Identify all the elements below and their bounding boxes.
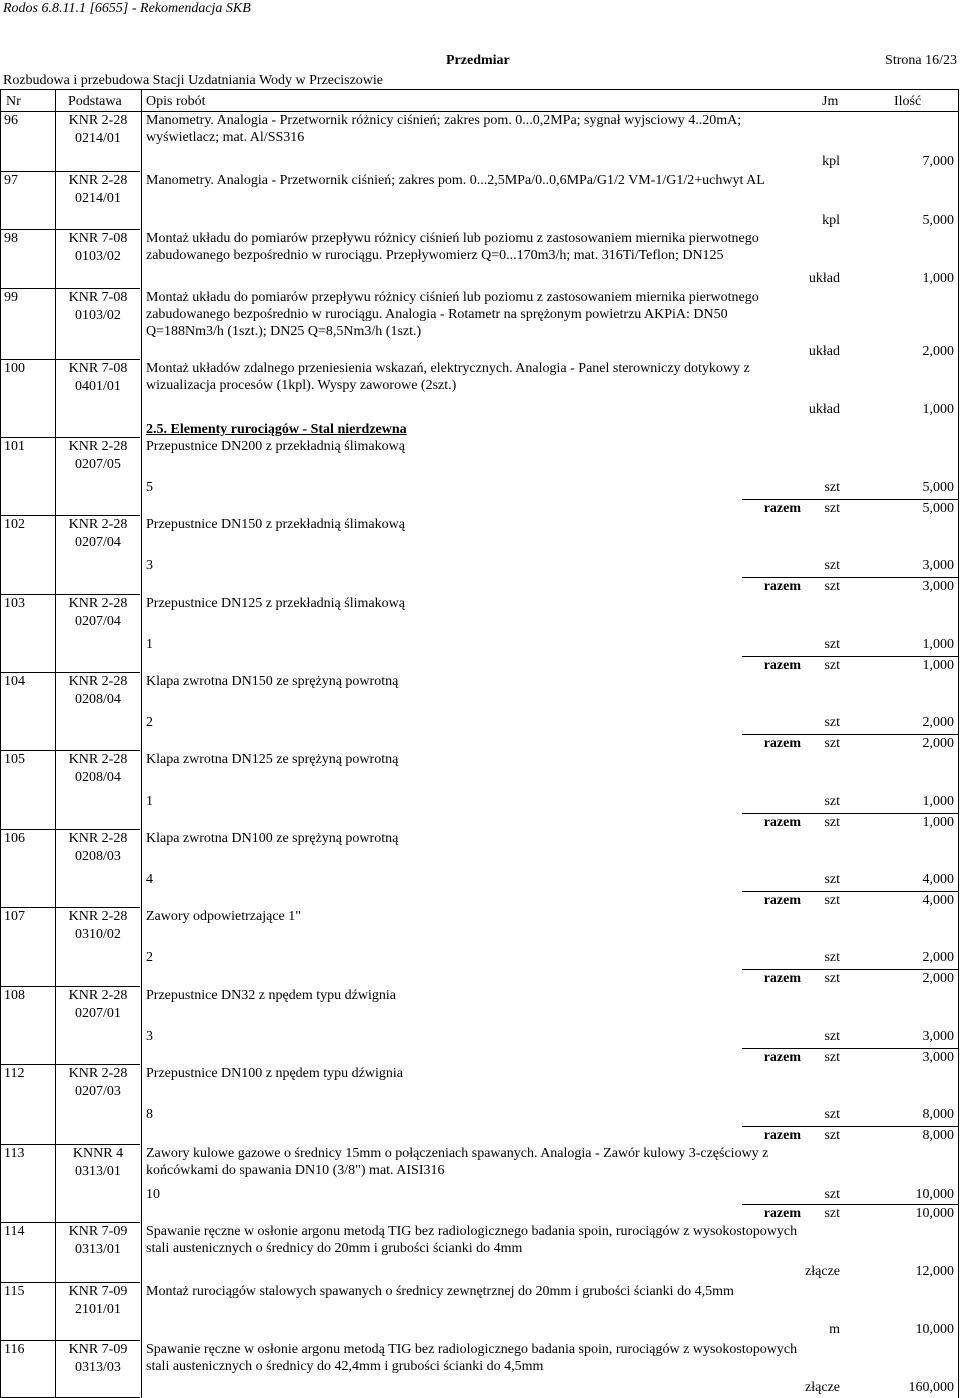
row-podstawa <box>58 230 138 266</box>
total-rule <box>742 499 958 500</box>
row-number: 115 <box>4 1284 25 1299</box>
podstawa-catalog: KNR 2-28 <box>68 752 128 767</box>
unit: złącze <box>805 1264 840 1279</box>
row-number: 101 <box>4 439 25 454</box>
podstawa-catalog: KNR 2-28 <box>68 113 128 128</box>
total-line <box>146 814 956 831</box>
podstawa-table: 0207/04 <box>75 535 121 550</box>
podstawa-catalog: KNR 7-08 <box>68 290 128 305</box>
row-podstawa <box>58 289 138 325</box>
quantity-formula: 5 <box>146 480 153 495</box>
row-number: 104 <box>4 674 25 689</box>
total-unit: szt <box>824 1128 840 1143</box>
podstawa-table: 0207/04 <box>75 614 121 629</box>
total-rule <box>742 969 958 970</box>
row-description: Montaż układu do pomiarów przepływu różnicy ciśnień lub poziomu z zastosowaniem miernika pierwotnego zabudowanego bezpośrednio w rurociągu. Przepływomierz Q=0...170m3/h; mat. 316Ti/Teflon; DN125 <box>146 231 759 263</box>
podstawa-table: 0103/02 <box>75 249 121 264</box>
quantity-line <box>146 793 956 810</box>
unit: szt <box>824 558 840 573</box>
column-header-nr: Nr <box>6 94 21 109</box>
quantity-value: 10,000 <box>915 1322 954 1337</box>
row-description: Przepustnice DN200 z przekładnią ślimakową <box>146 439 405 454</box>
podstawa-catalog: KNR 2-28 <box>68 439 128 454</box>
quantity-value: 5,000 <box>922 480 954 495</box>
total-label: razem <box>763 501 801 516</box>
unit: szt <box>824 637 840 652</box>
podstawa-table: 0401/01 <box>75 379 121 394</box>
unit: szt <box>824 715 840 730</box>
total-unit: szt <box>824 658 840 673</box>
column-header-opis: Opis robót <box>146 94 206 109</box>
row-description: Przepustnice DN125 z przekładnią ślimakową <box>146 596 405 611</box>
total-unit: szt <box>824 501 840 516</box>
row-number: 105 <box>4 752 25 767</box>
row-description: Spawanie ręczne w osłonie argonu metodą TIG bez radiologicznego badania spoin, rurociągów z wysokostopowych stali austenicznych o średnicy do 20mm i grubości ścianki do 4mm <box>146 1224 798 1256</box>
total-label: razem <box>763 815 801 830</box>
row-podstawa <box>58 1283 138 1319</box>
total-label: razem <box>763 893 801 908</box>
quantity-line <box>146 270 956 287</box>
quantity-value: 1,000 <box>922 271 954 286</box>
row-description: Montaż rurociągów stalowych spawanych o średnicy zewnętrznej do 20mm i grubości ścianki do 4,5mm <box>146 1284 734 1299</box>
total-value: 2,000 <box>922 736 954 751</box>
quantity-line <box>146 871 956 888</box>
podstawa-table: 0214/01 <box>75 191 121 206</box>
total-rule <box>742 656 958 657</box>
quantity-formula: 4 <box>146 872 153 887</box>
podstawa-catalog: KNR 2-28 <box>68 596 128 611</box>
podstawa-table: 0208/04 <box>75 692 121 707</box>
quantity-value: 2,000 <box>922 344 954 359</box>
podstawa-table: 0313/01 <box>75 1242 121 1257</box>
row-podstawa <box>58 987 138 1023</box>
total-line <box>146 657 956 674</box>
row-podstawa <box>58 172 138 208</box>
row-description: Klapa zwrotna DN150 ze sprężyną powrotną <box>146 674 399 689</box>
podstawa-catalog: KNR 7-08 <box>68 231 128 246</box>
quantity-value: 1,000 <box>922 794 954 809</box>
project-name: Rozbudowa i przebudowa Stacji Uzdatniania Wody w Przeciszowie <box>3 73 384 88</box>
quantity-line <box>146 1263 956 1280</box>
total-rule <box>742 1048 958 1049</box>
quantity-formula: 1 <box>146 794 153 809</box>
unit: szt <box>824 1107 840 1122</box>
podstawa-catalog: KNR 7-09 <box>68 1342 128 1357</box>
quantity-formula: 10 <box>146 1187 160 1202</box>
total-line <box>146 578 956 595</box>
quantity-formula: 3 <box>146 1029 153 1044</box>
total-value: 3,000 <box>922 1050 954 1065</box>
unit: układ <box>808 271 840 286</box>
row-number: 108 <box>4 988 25 1003</box>
row-description: Montaż układu do pomiarów przepływu różnicy ciśnień lub poziomu z zastosowaniem miernika pierwotnego zabudowanego bezpośrednio w rurociągu. Analogia - Rotametr na sprężonym powietrzu AKPiA: DN50 Q=188Nm3/h (1szt.); DN25 Q=8,5Nm3/h (1szt.) <box>146 290 759 339</box>
row-number: 96 <box>4 113 18 128</box>
total-value: 5,000 <box>922 501 954 516</box>
unit: szt <box>824 872 840 887</box>
quantity-value: 12,000 <box>915 1264 954 1279</box>
total-value: 8,000 <box>922 1128 954 1143</box>
row-description: Klapa zwrotna DN100 ze sprężyną powrotną <box>146 831 399 846</box>
unit: szt <box>824 950 840 965</box>
podstawa-catalog: KNR 7-09 <box>68 1284 128 1299</box>
quantity-line <box>146 636 956 653</box>
quantity-value: 7,000 <box>922 154 954 169</box>
total-label: razem <box>763 1128 801 1143</box>
section-title: 2.5. Elementy rurociągów - Stal nierdzewna <box>146 422 407 437</box>
total-line <box>146 892 956 909</box>
quantity-formula: 2 <box>146 715 153 730</box>
total-label: razem <box>763 1206 801 1221</box>
row-description: Zawory kulowe gazowe o średnicy 15mm o połączeniach spawanych. Analogia - Zawór kulowy 3-częściowy z końcówkami do spawania DN10 (3/8") mat. AISI316 <box>146 1146 769 1178</box>
podstawa-catalog: KNR 7-09 <box>68 1224 128 1239</box>
row-number: 99 <box>4 290 18 305</box>
total-line <box>146 1049 956 1066</box>
total-value: 1,000 <box>922 815 954 830</box>
row-podstawa <box>58 908 138 944</box>
app-title: Rodos 6.8.11.1 [6655] - Rekomendacja SKB <box>3 1 251 16</box>
quantity-line <box>146 401 956 418</box>
row-description: Manometry. Analogia - Przetwornik ciśnień; zakres pom. 0...2,5MPa/0..0,6MPa/G1/2 VM-1/G1/2+uchwyt AL <box>146 173 765 188</box>
total-unit: szt <box>824 815 840 830</box>
quantity-line <box>146 1321 956 1338</box>
quantity-value: 2,000 <box>922 950 954 965</box>
total-rule <box>742 813 958 814</box>
quantity-line <box>146 1106 956 1123</box>
row-description: Montaż układów zdalnego przeniesienia wskazań, elektrycznych. Analogia - Panel sterowniczy dotykowy z wizualizacja procesów (1kpl). Wyspy zaworowe (2szt.) <box>146 361 750 393</box>
row-podstawa <box>58 1145 138 1181</box>
total-value: 4,000 <box>922 893 954 908</box>
column-header-podstawa: Podstawa <box>68 94 122 109</box>
unit: układ <box>808 402 840 417</box>
total-line <box>146 500 956 517</box>
row-podstawa <box>58 1223 138 1259</box>
quantity-formula: 3 <box>146 558 153 573</box>
document-title: Przedmiar <box>446 53 510 68</box>
quantity-value: 160,000 <box>908 1380 954 1395</box>
row-number: 112 <box>4 1066 25 1081</box>
total-value: 1,000 <box>922 658 954 673</box>
unit: szt <box>824 480 840 495</box>
quantity-line <box>146 714 956 731</box>
total-label: razem <box>763 658 801 673</box>
table-border-right <box>958 89 959 1398</box>
row-podstawa <box>58 438 138 474</box>
row-podstawa <box>58 1065 138 1101</box>
quantity-value: 1,000 <box>922 637 954 652</box>
column-header-jm: Jm <box>822 94 839 109</box>
row-podstawa <box>58 751 138 787</box>
row-description: Spawanie ręczne w osłonie argonu metodą TIG bez radiologicznego badania spoin, rurociągów z wysokostopowych stali austenicznych o średnicy do 42,4mm i grubości ścianki do 4,5mm <box>146 1342 798 1374</box>
podstawa-catalog: KNR 2-28 <box>68 831 128 846</box>
total-rule <box>742 577 958 578</box>
row-number: 106 <box>4 831 25 846</box>
podstawa-table: 0103/02 <box>75 308 121 323</box>
unit: złącze <box>805 1380 840 1395</box>
podstawa-catalog: KNR 2-28 <box>68 909 128 924</box>
podstawa-catalog: KNR 2-28 <box>68 1066 128 1081</box>
total-label: razem <box>763 971 801 986</box>
unit: kpl <box>822 154 840 169</box>
total-unit: szt <box>824 579 840 594</box>
row-number: 114 <box>4 1224 25 1239</box>
total-line <box>146 735 956 752</box>
total-unit: szt <box>824 736 840 751</box>
row-number: 97 <box>4 173 18 188</box>
quantity-line <box>146 1028 956 1045</box>
total-unit: szt <box>824 971 840 986</box>
quantity-value: 5,000 <box>922 213 954 228</box>
podstawa-catalog: KNNR 4 <box>72 1146 124 1161</box>
row-description: Przepustnice DN32 z npędem typu dźwignia <box>146 988 396 1003</box>
podstawa-table: 0207/01 <box>75 1006 121 1021</box>
total-value: 3,000 <box>922 579 954 594</box>
total-label: razem <box>763 579 801 594</box>
row-podstawa <box>58 673 138 709</box>
unit: szt <box>824 794 840 809</box>
quantity-line <box>146 1186 956 1203</box>
total-value: 2,000 <box>922 971 954 986</box>
total-rule <box>742 1126 958 1127</box>
row-description: Przepustnice DN100 z npędem typu dźwignia <box>146 1066 403 1081</box>
row-podstawa <box>58 595 138 631</box>
podstawa-table: 0313/01 <box>75 1164 121 1179</box>
quantity-line <box>146 1379 956 1396</box>
podstawa-catalog: KNR 7-08 <box>68 361 128 376</box>
unit: m <box>829 1322 840 1337</box>
podstawa-table: 0214/01 <box>75 131 121 146</box>
row-number: 98 <box>4 231 18 246</box>
quantity-line <box>146 949 956 966</box>
total-rule <box>742 734 958 735</box>
total-line <box>146 1205 956 1222</box>
total-unit: szt <box>824 1050 840 1065</box>
page-number: Strona 16/23 <box>885 53 957 68</box>
total-rule <box>742 891 958 892</box>
row-number: 116 <box>4 1342 25 1357</box>
total-line <box>146 970 956 987</box>
row-podstawa <box>58 830 138 866</box>
podstawa-catalog: KNR 2-28 <box>68 988 128 1003</box>
quantity-formula: 2 <box>146 950 153 965</box>
row-podstawa <box>58 112 138 148</box>
quantity-line <box>146 479 956 496</box>
quantity-value: 1,000 <box>922 402 954 417</box>
podstawa-table: 0207/03 <box>75 1084 121 1099</box>
podstawa-table: 0310/02 <box>75 927 121 942</box>
header-rule-top <box>0 89 958 90</box>
row-podstawa <box>58 516 138 552</box>
row-description: Klapa zwrotna DN125 ze sprężyną powrotną <box>146 752 399 767</box>
total-unit: szt <box>824 1206 840 1221</box>
quantity-line <box>146 153 956 170</box>
row-description: Manometry. Analogia - Przetwornik różnicy ciśnień; zakres pom. 0...0,2MPa; sygnał wyjsciowy 4..20mA; wyświetlacz; mat. Al/SS316 <box>146 113 742 145</box>
row-podstawa <box>58 1341 138 1377</box>
quantity-value: 2,000 <box>922 715 954 730</box>
podstawa-catalog: KNR 2-28 <box>68 674 128 689</box>
total-label: razem <box>763 736 801 751</box>
unit: szt <box>824 1029 840 1044</box>
row-number: 107 <box>4 909 25 924</box>
row-podstawa <box>58 360 138 396</box>
podstawa-catalog: KNR 2-28 <box>68 173 128 188</box>
row-number: 103 <box>4 596 25 611</box>
unit: kpl <box>822 213 840 228</box>
quantity-formula: 1 <box>146 637 153 652</box>
table-row <box>0 360 958 438</box>
quantity-value: 10,000 <box>915 1187 954 1202</box>
podstawa-catalog: KNR 2-28 <box>68 517 128 532</box>
unit: układ <box>808 344 840 359</box>
podstawa-table: 0207/05 <box>75 457 121 472</box>
quantity-line <box>146 343 956 360</box>
total-label: razem <box>763 1050 801 1065</box>
podstawa-table: 0208/04 <box>75 770 121 785</box>
total-rule <box>742 1204 958 1205</box>
podstawa-table: 2101/01 <box>75 1302 121 1317</box>
row-description: Zawory odpowietrzające 1" <box>146 909 301 924</box>
quantity-value: 4,000 <box>922 872 954 887</box>
total-unit: szt <box>824 893 840 908</box>
podstawa-table: 0208/03 <box>75 849 121 864</box>
row-number: 113 <box>4 1146 25 1161</box>
total-line <box>146 1127 956 1144</box>
column-header-ilosc: Ilość <box>894 94 922 109</box>
quantity-line <box>146 557 956 574</box>
quantity-value: 8,000 <box>922 1107 954 1122</box>
total-value: 10,000 <box>915 1206 954 1221</box>
podstawa-table: 0313/03 <box>75 1360 121 1375</box>
row-number: 100 <box>4 361 25 376</box>
quantity-formula: 8 <box>146 1107 153 1122</box>
unit: szt <box>824 1187 840 1202</box>
row-description: Przepustnice DN150 z przekładnią ślimakową <box>146 517 405 532</box>
quantity-value: 3,000 <box>922 1029 954 1044</box>
row-number: 102 <box>4 517 25 532</box>
quantity-value: 3,000 <box>922 558 954 573</box>
quantity-line <box>146 212 956 229</box>
